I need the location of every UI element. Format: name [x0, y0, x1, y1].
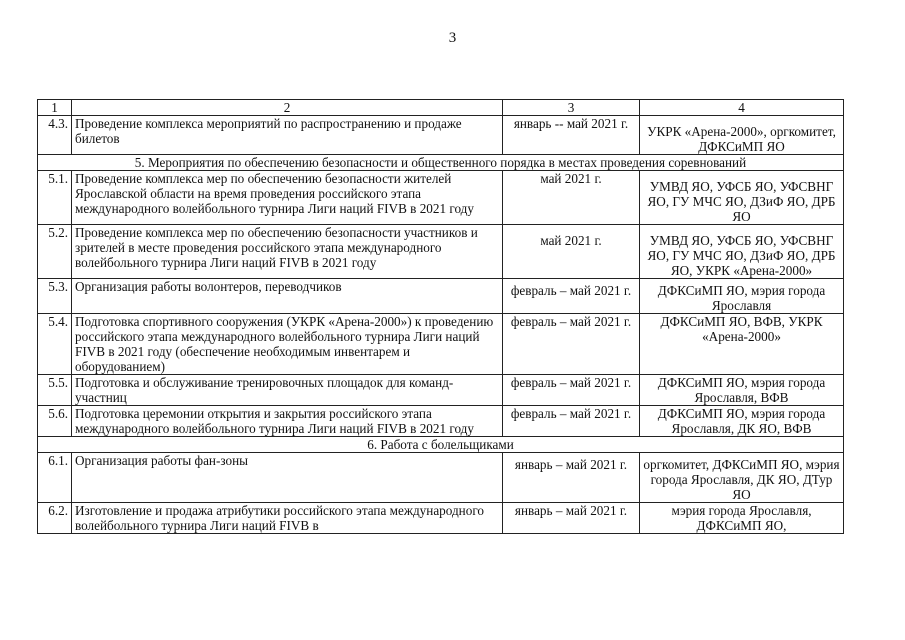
- row-responsible: ДФКСиМП ЯО, мэрия города Ярославля: [640, 279, 844, 314]
- row-responsible: оргкомитет, ДФКСиМП ЯО, мэрия города Ярославля, ДК ЯО, ДТур ЯО: [640, 453, 844, 503]
- event-plan-table: [37, 99, 844, 534]
- row-event: Подготовка спортивного сооружения (УКРК «Арена-2000») к проведению российского этапа международного волейбольного турнира Лиги наций FIVB в 2021 году (обеспечение необходимым инвентарем и оборудованием): [72, 314, 503, 375]
- section-row: [38, 155, 844, 171]
- page-number: 3: [448, 30, 457, 46]
- table-row: [38, 453, 844, 503]
- table-header-row: [38, 100, 844, 116]
- table-row: [38, 406, 844, 437]
- row-event: Проведение комплекса мер по обеспечению безопасности жителей Ярославской области на время проведения российского этапа международного волейбольного турнира Лиги наций FIVB в 2021 году: [72, 171, 503, 225]
- header-cell-event: 2: [72, 100, 503, 116]
- row-date: январь -- май 2021 г.: [503, 116, 640, 155]
- row-number: 4.3.: [38, 116, 72, 155]
- row-number: 5.4.: [38, 314, 72, 375]
- row-responsible: ДФКСиМП ЯО, мэрия города Ярославля, ДК ЯО, ВФВ: [640, 406, 844, 437]
- header-cell-responsible: 4: [640, 100, 844, 116]
- table-row: [38, 225, 844, 279]
- row-number: 6.2.: [38, 503, 72, 534]
- row-event: Организация работы волонтеров, переводчиков: [72, 279, 503, 314]
- row-number: 6.1.: [38, 453, 72, 503]
- row-date: январь – май 2021 г.: [503, 503, 640, 534]
- row-date: январь – май 2021 г.: [503, 453, 640, 503]
- row-responsible: мэрия города Ярославля, ДФКСиМП ЯО,: [640, 503, 844, 534]
- row-number: 5.5.: [38, 375, 72, 406]
- header-cell-date: 3: [503, 100, 640, 116]
- row-date: февраль – май 2021 г.: [503, 279, 640, 314]
- row-number: 5.6.: [38, 406, 72, 437]
- row-responsible: УКРК «Арена-2000», оргкомитет, ДФКСиМП ЯО: [640, 116, 844, 155]
- row-number: 5.3.: [38, 279, 72, 314]
- table-row: [38, 314, 844, 375]
- row-event: Подготовка церемонии открытия и закрытия российского этапа международного волейбольного турнира Лиги наций FIVB в 2021 году: [72, 406, 503, 437]
- table-row: [38, 375, 844, 406]
- table-row: [38, 171, 844, 225]
- row-number: 5.2.: [38, 225, 72, 279]
- table-row: [38, 116, 844, 155]
- row-responsible: ДФКСиМП ЯО, мэрия города Ярославля, ВФВ: [640, 375, 844, 406]
- row-event: Проведение комплекса мероприятий по распространению и продаже билетов: [72, 116, 503, 155]
- table-row: [38, 503, 844, 534]
- row-date: февраль – май 2021 г.: [503, 406, 640, 437]
- section-title: 5. Мероприятия по обеспечению безопасности и общественного порядка в местах проведения соревнований: [38, 155, 844, 171]
- row-event: Проведение комплекса мер по обеспечению безопасности участников и зрителей в месте проведения российского этапа международного волейбольного турнира Лиги наций FIVB в 2021 году: [72, 225, 503, 279]
- row-responsible: УМВД ЯО, УФСБ ЯО, УФСВНГ ЯО, ГУ МЧС ЯО, ДЗиФ ЯО, ДРБ ЯО: [640, 171, 844, 225]
- row-date: май 2021 г.: [503, 225, 640, 279]
- header-cell-number: 1: [38, 100, 72, 116]
- row-event: Подготовка и обслуживание тренировочных площадок для команд-участниц: [72, 375, 503, 406]
- row-date: февраль – май 2021 г.: [503, 314, 640, 375]
- table-row: [38, 279, 844, 314]
- row-number: 5.1.: [38, 171, 72, 225]
- row-date: май 2021 г.: [503, 171, 640, 225]
- row-event: Изготовление и продажа атрибутики российского этапа международного волейбольного турнира Лиги наций FIVB в: [72, 503, 503, 534]
- row-responsible: УМВД ЯО, УФСБ ЯО, УФСВНГ ЯО, ГУ МЧС ЯО, ДЗиФ ЯО, ДРБ ЯО, УКРК «Арена-2000»: [640, 225, 844, 279]
- section-row: [38, 437, 844, 453]
- section-title: 6. Работа с болельщиками: [38, 437, 844, 453]
- row-responsible: ДФКСиМП ЯО, ВФВ, УКРК «Арена-2000»: [640, 314, 844, 375]
- row-event: Организация работы фан-зоны: [72, 453, 503, 503]
- row-date: февраль – май 2021 г.: [503, 375, 640, 406]
